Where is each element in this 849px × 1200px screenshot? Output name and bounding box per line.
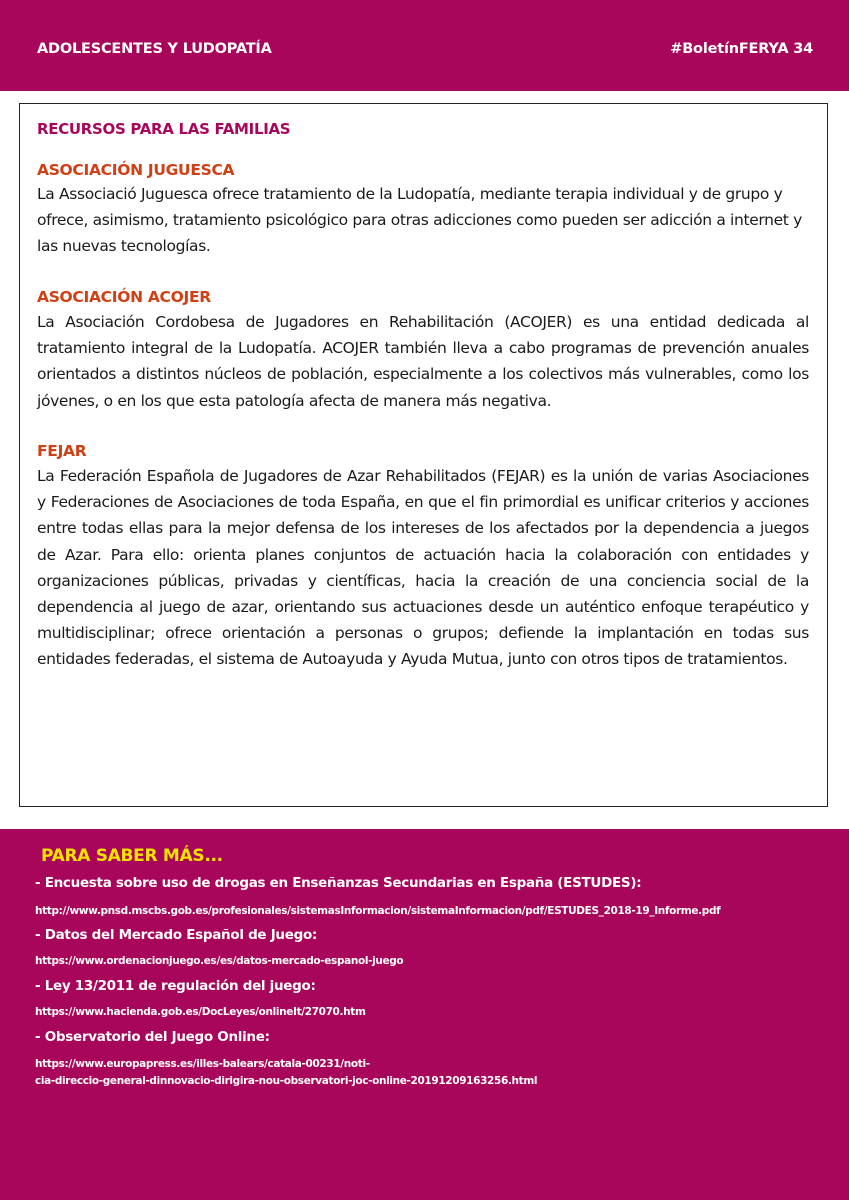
resource-title-observatorio: - Observatorio del Juego Online: <box>35 1029 270 1045</box>
resource-link-mercado-juego[interactable]: https://www.ordenacionjuego.es/es/datos-mercado-espanol-juego <box>35 955 404 967</box>
section-title-fejar: FEJAR <box>37 442 87 460</box>
resource-link-observatorio[interactable] <box>35 1056 537 1090</box>
section-title-acojer: ASOCIACIÓN ACOJER <box>37 288 211 306</box>
resource-link-estudes[interactable]: http://www.pnsd.mscbs.gob.es/profesionales/sistemasInformacion/sistemaInformacion/pdf/ESTUDES_2018-19_Informe.pdf <box>35 905 721 917</box>
resource-title-mercado-juego: - Datos del Mercado Español de Juego: <box>35 927 318 943</box>
section-body-acojer: La Asociación Cordobesa de Jugadores en Rehabilitación (ACOJER) es una entidad dedicada al tratamiento integral de la Ludopatía. ACOJER también lleva a cabo programas de prevención anuales orientados a distintos núcleos de población, especialmente a los colectivos más vulnerables, como los jóvenes, o en los que esta patología afecta de manera más negativa. <box>37 313 809 410</box>
further-reading-title: PARA SABER MÁS... <box>41 846 223 866</box>
resource-title-estudes: - Encuesta sobre uso de drogas en Enseñanzas Secundarias en España (ESTUDES): <box>35 875 642 891</box>
section-body-fejar: La Federación Española de Jugadores de Azar Rehabilitados (FEJAR) es la unión de varias Asociaciones y Federaciones de Asociaciones de toda España, en que el fin primordial es unificar criterios y acciones entre todas ellas para la mejor defensa de los intereses de los afectados por la dependencia a juegos de Azar. Para ello: orienta planes conjuntos de actuación hacia la colaboración con entidades y organizaciones públicas, privadas y científicas, hacia la creación de una conciencia social de la dependencia al juego de azar, orientando sus actuaciones desde un auténtico enfoque terapéutico y multidisciplinar; ofrece orientación a personas o grupos; defiende la implantación en todas sus entidades federadas, el sistema de Autoayuda y Ayuda Mutua, junto con otros tipos de tratamientos. <box>37 467 809 669</box>
section-title-juguesca: ASOCIACIÓN JUGUESCA <box>37 161 235 179</box>
further-reading-footer <box>0 829 849 1200</box>
resources-box <box>19 103 828 807</box>
resources-title: RECURSOS PARA LAS FAMILIAS <box>37 120 291 138</box>
section-body-juguesca: La Associació Juguesca ofrece tratamiento de la Ludopatía, mediante terapia individual y de grupo y ofrece, asimismo, tratamiento psicológico para otras adicciones como pueden ser adicción a internet y las nuevas tecnologías. <box>37 185 802 256</box>
resource-title-ley-13-2011: - Ley 13/2011 de regulación del juego: <box>35 978 316 994</box>
page-header <box>0 0 849 91</box>
resource-link-observatorio-line2[interactable]: cia-direccio-general-dinnovacio-dirigira-nou-observatori-joc-online-20191209163256.html <box>35 1075 538 1087</box>
resource-link-ley-13-2011[interactable]: https://www.hacienda.gob.es/DocLeyes/onlineIt/27070.htm <box>35 1006 366 1018</box>
header-section-title: ADOLESCENTES Y LUDOPATÍA <box>37 41 272 57</box>
header-bulletin-tag: #BoletínFERYA 34 <box>670 41 813 57</box>
resource-link-observatorio-line1[interactable]: https://www.europapress.es/illes-balears/catala-00231/noti- <box>35 1058 370 1070</box>
